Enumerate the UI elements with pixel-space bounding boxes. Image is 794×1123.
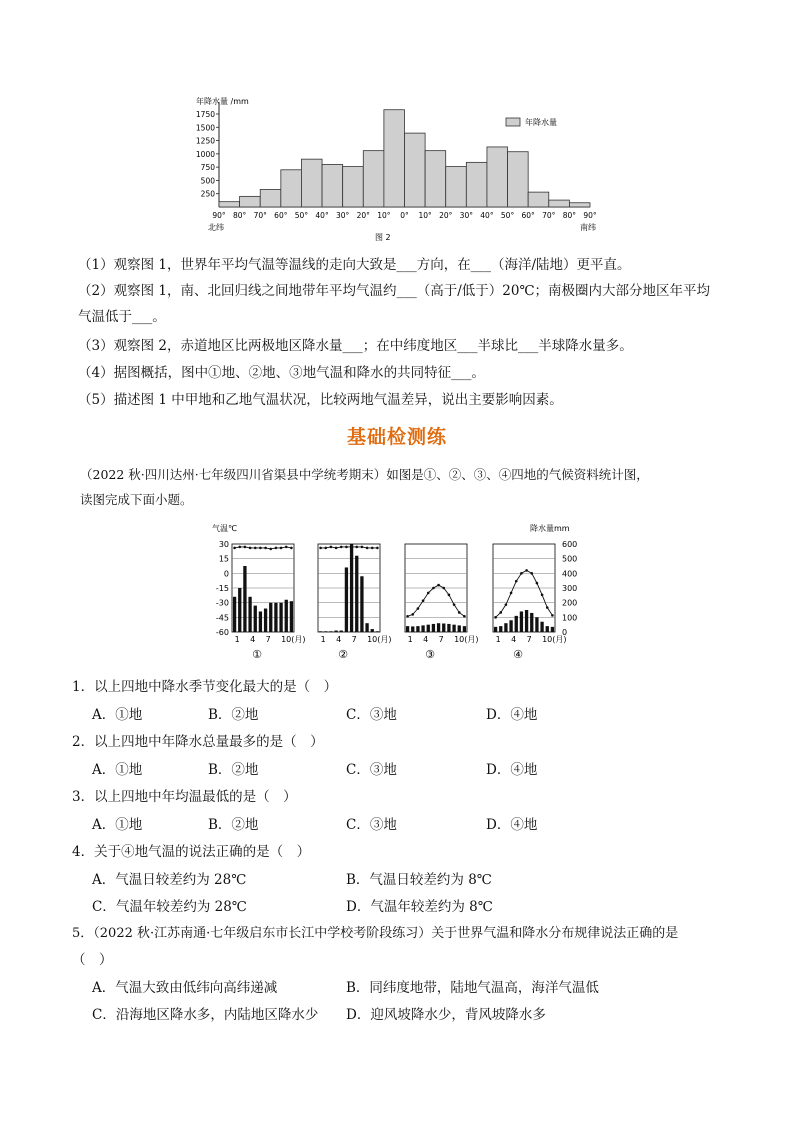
month-tick-label: 1 [407,635,413,644]
mc-5-stem: 5．（2022 秋·江苏南通·七年级启东市长江中学校考阶段练习）关于世界气温和降水分布规律说法正确的是 [72,926,679,941]
temp-tick-label: -45 [215,613,229,623]
mc-5-option-c[interactable]: C．沿海地区降水多，内陆地区降水少 [92,1007,319,1023]
mc-4-option-d[interactable]: D．气温年较差约为 8℃ [346,899,493,915]
precip-bar [487,147,508,207]
temp-point [275,547,278,550]
temp-point [510,592,513,595]
month-tick-label: 10(月) [454,635,479,644]
temp-point [345,546,348,549]
temp-point [422,599,425,602]
mc-2-option-b[interactable]: B．②地 [208,762,259,778]
precip-bar [219,202,240,207]
temp-line [235,547,292,549]
temp-point [463,615,466,618]
precip-bar [301,159,322,207]
x-tick-label: 90° [583,211,597,220]
month-tick-label: 7 [265,635,271,644]
temp-point [411,613,414,616]
x-tick-label: 70° [253,211,267,220]
temp-point [551,614,554,617]
climate-panel [405,544,479,661]
mc-2-stem: 2．以上四地中年降水总量最多的是（ ） [72,734,324,750]
temp-point [432,587,435,590]
precip-bar [452,625,455,632]
temp-point [340,546,343,549]
precip-bar [243,566,246,632]
mc-3-option-c[interactable]: C．③地 [346,817,397,833]
x-tick-label: 80° [562,211,577,220]
precip-bar [447,624,450,632]
panel-label: ① [252,648,262,661]
temp-point [238,546,241,549]
mc-3-stem: 3．以上四地中年均温最低的是（ ） [72,789,297,805]
mc-1-option-b[interactable]: B．②地 [208,707,259,723]
month-tick-label: 7 [438,635,444,644]
temp-point [285,546,288,549]
precip-bar [281,170,302,207]
month-tick-label: 10(月) [281,635,306,644]
temp-line [496,570,553,617]
precip-bar [269,603,272,632]
precip-bar [540,622,543,632]
precip-bar [343,167,364,207]
temp-point [350,546,353,549]
temp-point [269,548,272,551]
mc-3-option-d[interactable]: D．④地 [486,817,538,833]
temp-point [324,547,327,550]
panel-label: ④ [513,648,523,661]
y-tick-label: 500 [200,176,215,186]
temp-point [376,547,379,550]
temp-point [264,547,267,550]
temp-point [233,547,236,550]
temp-tick-label: -60 [215,628,229,637]
section-title: 基础检测练 [346,426,447,448]
precip-tick-label: 400 [562,569,578,579]
question-3: （3）观察图 2，赤道地区比两极地区降水量___；在中纬度地区___半球比___半球降水量多。 [78,338,633,354]
mc-1-option-c[interactable]: C．③地 [346,707,397,723]
precip-bar [437,623,440,632]
temp-point [361,546,364,549]
chart-ylabel: 年降水量 /mm [196,97,249,106]
precip-bar [499,626,502,632]
precip-axis-label: 降水量mm [530,524,570,533]
precip-bar [334,631,337,632]
x-tick-label: 10° [418,211,432,220]
temp-point [453,603,456,606]
mc-5-stem-cont: （ ） [72,952,113,968]
precip-bar [319,631,322,632]
x-tick-label: 80° [232,211,247,220]
precip-bar [405,133,426,207]
temp-point [371,547,374,550]
precip-bar [458,625,461,632]
y-tick-label: 1750 [195,109,215,119]
legend-swatch [506,118,520,126]
mc-5-option-d[interactable]: D．迎风坡降水少，背风坡降水多 [346,1007,546,1023]
precip-bar [421,625,424,632]
mc-2-option-d[interactable]: D．④地 [486,762,538,778]
precip-bar [340,631,343,632]
precip-bar [363,151,384,207]
intro-line-2: 读图完成下面小题。 [80,492,193,507]
temp-point [319,547,322,550]
temp-point [541,594,544,597]
x-tick-label: 50° [294,211,309,220]
precip-bar [508,152,529,207]
x-tick-label: 50° [500,211,515,220]
precip-bar [329,631,332,632]
temp-point [505,603,508,606]
x-tick-label: 40° [315,211,329,220]
month-tick-label: 4 [423,635,429,644]
month-tick-label: 10(月) [367,635,392,644]
climate-charts [200,520,590,665]
x-tick-label: 30° [336,211,350,220]
temp-tick-label: -30 [215,598,229,608]
temp-point [546,606,549,609]
climate-panel [232,544,306,661]
precip-bar [466,162,487,207]
precip-bar [324,631,327,632]
precip-bar [285,600,288,632]
temp-tick-label: 30 [218,540,229,549]
month-tick-label: 1 [234,635,240,644]
climate-panel [318,544,392,661]
x-tick-label: 70° [542,211,556,220]
temp-point [442,587,445,590]
temp-point [366,547,369,550]
precip-bar [264,609,267,632]
precip-bar [494,627,497,632]
mc-3-option-b[interactable]: B．②地 [208,817,259,833]
precip-bar [260,189,281,207]
x-tick-label: 60° [521,211,535,220]
figure-caption: 图 2 [375,233,391,242]
mc-4-option-b[interactable]: B．气温日较差约为 8℃ [346,872,492,888]
precip-bar [365,623,368,632]
panel-label: ③ [425,648,435,661]
precip-bar [406,626,409,632]
intro-line-1: （2022 秋·四川达州·七年级四川省渠县中学统考期末）如图是①、②、③、④四地的气候资料统计图， [80,467,649,482]
month-tick-label: 7 [526,635,532,644]
temp-point [254,547,257,550]
y-tick-label: 250 [200,189,215,199]
temp-point [530,572,533,575]
precip-bar [515,616,518,632]
temp-point [448,594,451,597]
mc-1-stem: 1．以上四地中降水季节变化最大的是（ ） [72,679,338,695]
temp-line [321,547,378,548]
precip-bar [233,597,236,632]
precip-bar [549,200,570,207]
precip-tick-label: 600 [562,540,578,549]
south-latitude-label: 南纬 [580,223,596,232]
temp-point [417,607,420,610]
climate-panel [493,544,567,661]
month-tick-label: 4 [250,635,256,644]
precip-bar [520,611,523,632]
precip-bar [432,624,435,632]
temp-point [458,611,461,614]
precip-bar [446,167,467,207]
temp-axis-label: 气温℃ [212,524,237,533]
mc-5-option-a[interactable]: A．气温大致由低纬向高纬递减 [92,980,278,996]
temp-point [249,547,252,550]
temp-tick-label: -15 [215,584,229,593]
month-tick-label: 4 [336,635,342,644]
x-tick-label: 60° [274,211,288,220]
temp-point [259,547,262,550]
mc-3-option-a[interactable]: A．①地 [92,817,143,833]
temp-point [280,547,283,550]
month-tick-label: 7 [351,635,357,644]
precip-bar [274,603,277,632]
y-tick-label: 1000 [195,149,215,159]
temp-point [525,569,528,572]
precip-tick-label: 0 [562,628,568,637]
precip-bar [416,626,419,632]
precip-bar [376,631,379,632]
temp-point [536,582,539,585]
precip-bar [525,610,528,632]
mc-1-option-a[interactable]: A．①地 [92,707,143,723]
mc-4-option-a[interactable]: A．气温日较差约为 28℃ [92,872,247,888]
temp-point [520,572,523,575]
question-2-cont: 气温低于___。 [78,309,166,325]
temp-point [427,592,430,595]
temp-point [494,616,497,619]
precip-bar [355,556,358,632]
temp-point [335,547,338,550]
temp-tick-label: 15 [218,554,229,564]
mc-1-option-d[interactable]: D．④地 [486,707,538,723]
mc-4-option-c[interactable]: C．气温年较差约为 28℃ [92,899,247,915]
precip-tick-label: 100 [562,613,578,623]
precip-bar [384,110,405,207]
mc-4-stem: 4．关于④地气温的说法正确的是（ ） [72,844,311,860]
precip-bar [535,617,538,632]
precip-bar [350,544,353,632]
x-tick-label: 40° [480,211,494,220]
month-tick-label: 1 [320,635,326,644]
temp-point [406,615,409,618]
precip-bar [546,626,549,632]
temp-point [330,546,333,549]
precip-bar [254,606,257,632]
precip-bar [240,196,261,207]
precip-bar [290,601,293,632]
precip-bar [442,623,445,632]
question-4: （4）据图概括，图中①地、②地、③地气温和降水的共同特征___。 [78,365,485,381]
x-tick-label: 20° [356,211,370,220]
precip-tick-label: 500 [562,554,578,564]
panel-label: ② [338,648,348,661]
temp-point [499,611,502,614]
mc-2-option-c[interactable]: C．③地 [346,762,397,778]
precip-tick-label: 300 [562,584,578,593]
question-2: （2）观察图 1，南、北回归线之间地带年平均气温约___（高于/低于）20℃；南极圈内大部分地区年平均 [78,283,711,299]
month-tick-label: 4 [511,635,517,644]
month-tick-label: 1 [495,635,501,644]
temp-tick-label: 0 [223,569,229,579]
x-tick-label: 0° [400,211,409,220]
precip-bar [360,576,363,632]
y-tick-label: 1500 [195,123,215,133]
temp-point [290,547,293,550]
temp-point [437,584,440,587]
temp-line [408,585,465,616]
precip-bar [569,203,590,207]
x-tick-label: 20° [439,211,453,220]
precip-bar [411,626,414,632]
precip-bar [279,603,282,632]
y-tick-label: 750 [200,163,215,173]
precip-bar [425,151,446,207]
precip-bar [238,588,241,632]
y-tick-label: 1250 [195,136,215,146]
question-5: （5）描述图 1 中甲地和乙地气温状况，比较两地气温差异，说出主要影响因素。 [78,392,563,408]
x-tick-label: 90° [212,211,226,220]
precip-bar [248,597,251,632]
precip-bar [259,611,262,632]
precip-bar [504,623,507,632]
precip-bar [371,629,374,632]
temp-point [244,546,247,549]
question-1: （1）观察图 1，世界年平均气温等温线的走向大致是___方向，在___（海洋/陆地）更平直。 [78,257,631,273]
precip-bar [528,192,549,207]
legend-label: 年降水量 [525,118,557,127]
temp-point [355,546,358,549]
precip-bar [463,626,466,632]
month-tick-label: 10(月) [542,635,567,644]
x-tick-label: 30° [459,211,473,220]
precip-bar [509,620,512,632]
x-tick-label: 10° [377,211,391,220]
precip-bar [322,164,343,207]
precip-bar [345,567,348,632]
precip-bar [427,625,430,632]
mc-2-option-a[interactable]: A．①地 [92,762,143,778]
precip-bar [551,627,554,632]
precip-tick-label: 200 [562,598,578,608]
north-latitude-label: 北纬 [208,223,224,232]
precipitation-latitude-chart [190,92,610,247]
temp-point [515,580,518,583]
mc-5-option-b[interactable]: B．同纬度地带，陆地气温高，海洋气温低 [346,980,599,996]
precip-bar [530,613,533,632]
